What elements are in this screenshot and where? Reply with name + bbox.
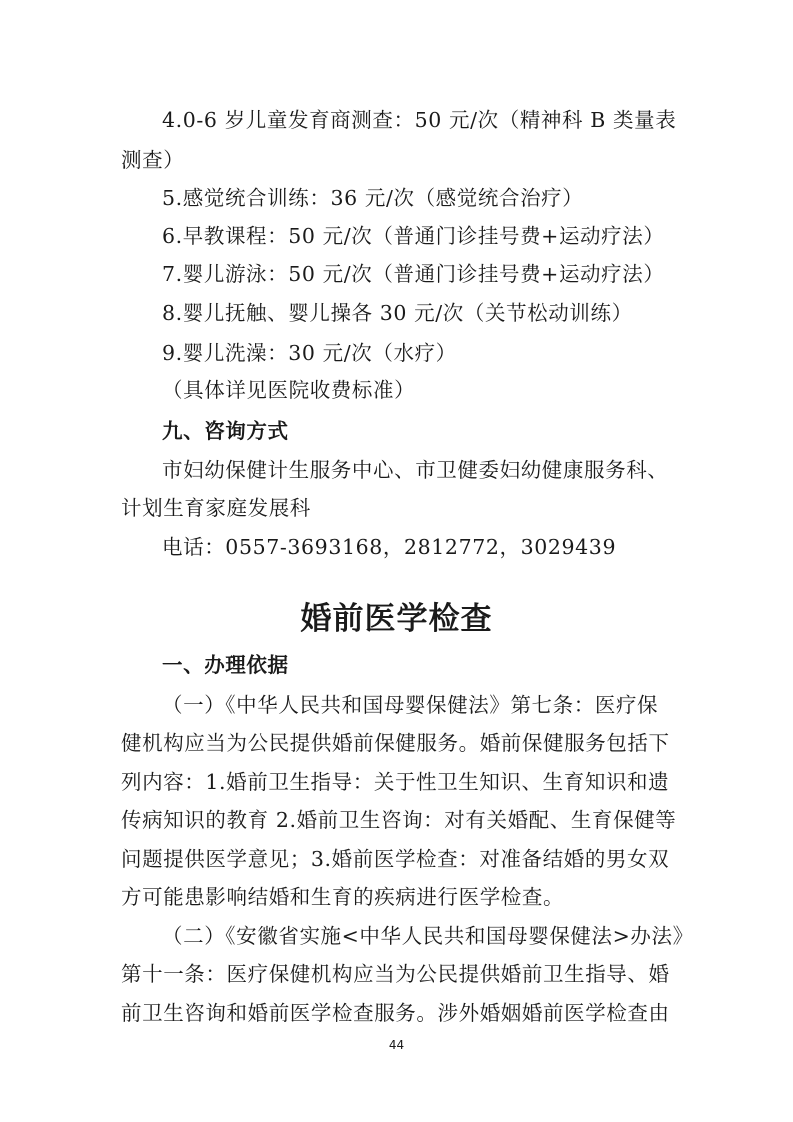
basis-paragraph-line: 第十一条：医疗保健机构应当为公民提供婚前卫生指导、婚 <box>121 962 670 986</box>
basis-paragraph-line: 方可能患影响结婚和生育的疾病进行医学检查。 <box>121 885 565 909</box>
basis-paragraph-line: 健机构应当为公民提供婚前保健服务。婚前保健服务包括下 <box>121 731 670 755</box>
basis-paragraph-line: 问题提供医学意见；3.婚前医学检查：对准备结婚的男女双 <box>121 847 670 871</box>
fee-item-4: 4.0-6 岁儿童发育商测查：50 元/次（精神科 B 类量表 <box>162 108 677 132</box>
consult-phone: 电话：0557-3693168，2812772，3029439 <box>162 535 617 559</box>
fee-item-7: 7.婴儿游泳：50 元/次（普通门诊挂号费+运动疗法） <box>162 262 665 286</box>
basis-paragraph-line: 列内容：1.婚前卫生指导：关于性卫生知识、生育知识和遗 <box>121 770 670 794</box>
fee-item-8: 8.婴儿抚触、婴儿操各 30 元/次（关节松动训练） <box>162 301 633 325</box>
basis-paragraph-line: （一）《中华人民共和国母婴保健法》第七条：医疗保 <box>162 693 659 717</box>
fee-item-5: 5.感觉统合训练：36 元/次（感觉统合治疗） <box>162 186 584 210</box>
section-title: 婚前医学检查 <box>300 601 493 637</box>
basis-paragraph-line: （二）《安徽省实施<中华人民共和国母婴保健法>办法》 <box>162 924 694 948</box>
consult-line: 市妇幼保健计生服务中心、市卫健委妇幼健康服务科、 <box>162 458 669 482</box>
fee-note: （具体详见医院收费标准） <box>162 378 416 402</box>
fee-item-4-continued: 测查） <box>121 148 185 172</box>
consult-heading: 九、咨询方式 <box>162 419 289 443</box>
fee-item-6: 6.早教课程：50 元/次（普通门诊挂号费+运动疗法） <box>162 224 665 248</box>
basis-heading: 一、办理依据 <box>162 653 289 677</box>
consult-line: 计划生育家庭发展科 <box>121 496 311 520</box>
fee-item-9: 9.婴儿洗澡：30 元/次（水疗） <box>162 341 457 365</box>
basis-paragraph-line: 前卫生咨询和婚前医学检查服务。涉外婚姻婚前医学检查由 <box>121 1001 670 1025</box>
basis-paragraph-line: 传病知识的教育 2.婚前卫生咨询：对有关婚配、生育保健等 <box>121 808 677 832</box>
page-number: 44 <box>388 1038 405 1052</box>
